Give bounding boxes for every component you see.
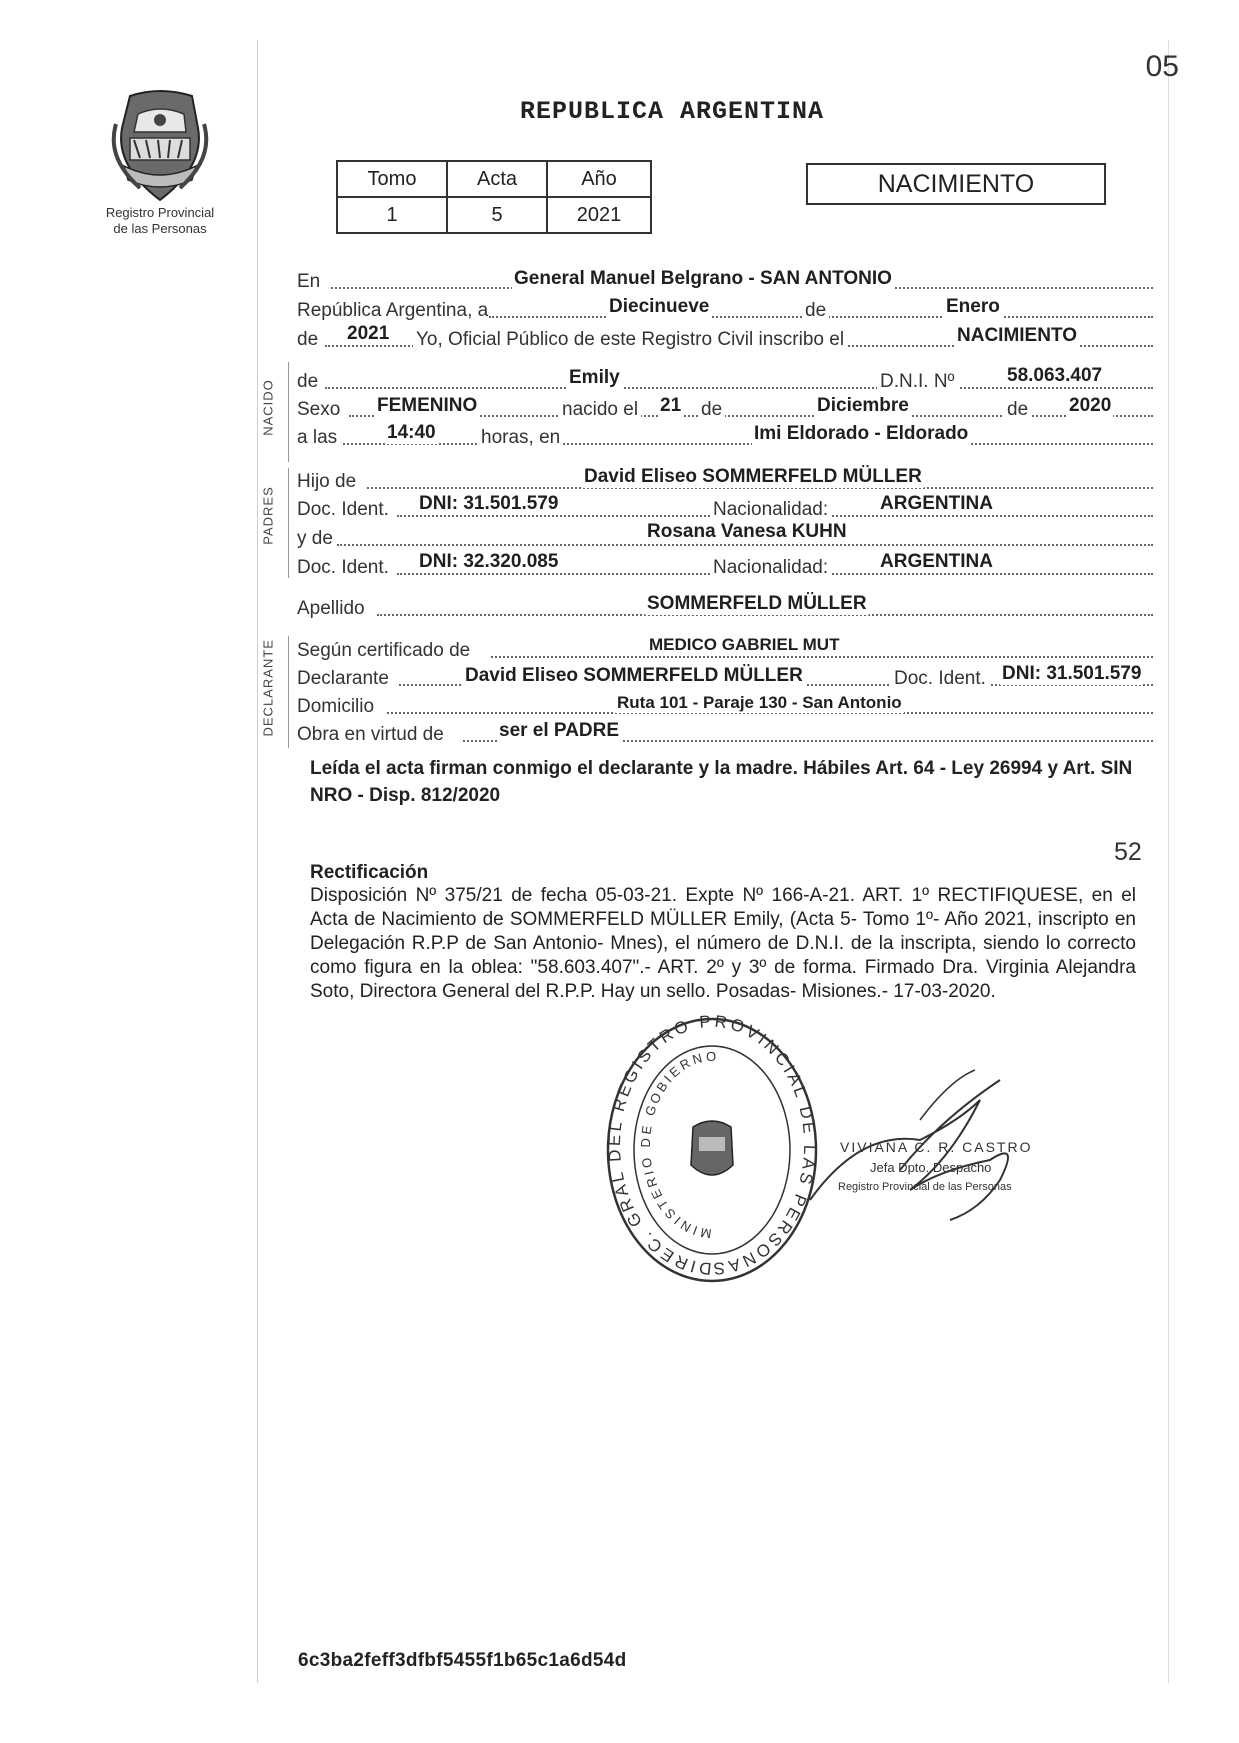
section-label-padres: PADRES	[260, 486, 276, 545]
label-obra: Obra en virtud de	[297, 724, 444, 745]
row-obra	[297, 718, 1153, 748]
label-yde: y de	[297, 528, 333, 549]
section-label-nacido: NACIDO	[260, 379, 276, 436]
logo-caption-line1: Registro Provincial	[105, 205, 215, 220]
label-en: En	[297, 271, 321, 292]
rectificacion-text: Disposición Nº 375/21 de fecha 05-03-21. Expte Nº 166-A-21. ART. 1º RECTIFIQUESE, en el Acta de Nacimiento de SOMMERFELD MÜLLER Emily, (Acta 5- Tomo 1º- Año 2021, inscripto en Delegación R.P.P de San Antonio- Mnes), el número de D.N.I. de la inscripta, siendo lo correcto como figura en la oblea: "58.603.407".- ART. 2º y 3º de forma. Firmado Dra. Virginia Alejandra Soto, Directora General del R.P.P. Hay un sello. Posadas- Misiones.- 17-03-2020.	[310, 885, 1136, 1002]
stamp-line3: Registro Provincial de las Personas	[838, 1181, 1012, 1193]
section-divider-declarante	[288, 636, 289, 748]
value-birth-day: 21	[660, 395, 682, 416]
logo-caption-line2: de las Personas	[113, 221, 207, 236]
value-name: Emily	[569, 367, 620, 388]
label-nacido: nacido el	[559, 399, 641, 421]
label-domicilio: Domicilio	[297, 696, 375, 717]
label-mother-doc: Doc. Ident.	[297, 557, 389, 578]
page-edge-left	[257, 40, 258, 1683]
row-father-doc	[297, 493, 1153, 523]
seal-inner-text: MINISTERIO DE GOBIERNO	[637, 1048, 720, 1242]
section-divider-padres	[288, 468, 289, 578]
label-de-year: de	[297, 329, 319, 350]
label-certificado: Según certificado de	[297, 640, 471, 661]
stamp-line2: Jefa Dpto. Despacho	[870, 1160, 992, 1175]
page-edge-right	[1168, 40, 1169, 1683]
label-yo: Yo, Oficial Público de este Registro Civil inscribo el	[413, 329, 847, 351]
value-birth-place: Imi Eldorado - Eldorado	[754, 423, 969, 444]
stamp-line1: VIVIANA C. R. CASTRO	[840, 1139, 1033, 1155]
annotation-number: 52	[1114, 838, 1142, 866]
value-day: Diecinueve	[609, 296, 710, 317]
value-obra: ser el PADRE	[499, 720, 620, 741]
document-type-box: NACIMIENTO	[806, 163, 1106, 205]
value-declarante-doc: DNI: 31.501.579	[1002, 663, 1142, 684]
label-declarante-doc: Doc. Ident.	[891, 668, 989, 690]
closing-note: Leída el acta firman conmigo el declarante y la madre. Hábiles Art. 64 - Ley 26994 y Art. SIN NRO - Disp. 812/2020	[310, 758, 1133, 806]
value-place: General Manuel Belgrano - SAN ANTONIO	[514, 268, 892, 289]
value-birth-year: 2020	[1069, 395, 1112, 416]
label-horas: horas, en	[478, 427, 563, 449]
registry-table	[336, 160, 652, 234]
document-hash: 6c3ba2feff3dfbf5455f1b65c1a6d54d	[298, 1650, 627, 1671]
row-sex-birth	[297, 393, 1153, 423]
label-mother-nat: Nacionalidad:	[710, 557, 831, 579]
value-tomo: 1	[337, 197, 447, 233]
label-republica: República Argentina, a	[297, 300, 489, 321]
value-father-nat: ARGENTINA	[880, 493, 993, 514]
rectificacion-title: Rectificación	[310, 862, 429, 883]
row-mother-doc	[297, 551, 1153, 581]
page-number: 05	[1145, 50, 1179, 83]
header-tomo: Tomo	[337, 161, 447, 197]
value-declarante: David Eliseo SOMMERFELD MÜLLER	[465, 665, 803, 686]
value-certificado: MEDICO GABRIEL MUT	[649, 635, 840, 654]
value-month: Enero	[946, 296, 1000, 317]
value-father-doc: DNI: 31.501.579	[419, 493, 559, 514]
value-birth-month: Diciembre	[817, 395, 909, 416]
logo-caption	[90, 205, 230, 237]
label-de-birth-year: de	[1004, 399, 1031, 421]
label-father-nat: Nacionalidad:	[710, 499, 831, 521]
section-divider-nacido	[288, 362, 289, 462]
value-father: David Eliseo SOMMERFELD MÜLLER	[584, 466, 922, 487]
row-year	[297, 323, 1153, 353]
value-mother-nat: ARGENTINA	[880, 551, 993, 572]
value-apellido: SOMMERFELD MÜLLER	[647, 593, 867, 614]
header-anio: Año	[547, 161, 651, 197]
row-mother	[297, 522, 1153, 552]
label-alas: a las	[297, 427, 338, 448]
value-mother: Rosana Vanesa KUHN	[647, 521, 847, 542]
label-de-month: de	[802, 300, 829, 322]
row-place	[297, 265, 1153, 295]
row-declarante	[297, 662, 1153, 692]
value-year: 2021	[347, 323, 390, 344]
label-declarante: Declarante	[297, 668, 389, 689]
label-de-name: de	[297, 371, 319, 392]
row-domicilio	[297, 690, 1153, 720]
row-father	[297, 465, 1153, 495]
value-anio: 2021	[547, 197, 651, 233]
row-apellido	[297, 592, 1153, 622]
label-dni: D.N.I. Nº	[877, 371, 958, 393]
signature-stamp	[800, 1060, 1090, 1240]
value-acta: 5	[447, 197, 547, 233]
label-sexo: Sexo	[297, 399, 341, 420]
provincial-logo	[100, 88, 220, 208]
row-date	[297, 294, 1153, 324]
row-certificado	[297, 634, 1153, 664]
document-title: REPUBLICA ARGENTINA	[520, 97, 825, 126]
label-father-doc: Doc. Ident.	[297, 499, 389, 520]
section-label-declarante: DECLARANTE	[260, 639, 276, 737]
value-sexo: FEMENINO	[377, 395, 478, 416]
header-acta: Acta	[447, 161, 547, 197]
value-mother-doc: DNI: 32.320.085	[419, 551, 559, 572]
value-dni: 58.063.407	[1007, 365, 1103, 386]
row-name	[297, 365, 1153, 395]
seal-outer-text: DIREC. GRAL DEL REGISTRO PROVINCIAL DE LAS PERSONAS	[605, 1015, 820, 1279]
label-hijo: Hijo de	[297, 471, 357, 492]
row-time-place	[297, 421, 1153, 451]
value-domicilio: Ruta 101 - Paraje 130 - San Antonio	[617, 693, 902, 712]
label-apellido: Apellido	[297, 598, 365, 619]
value-birth-time: 14:40	[387, 422, 436, 443]
official-seal	[605, 1015, 820, 1285]
value-act-type: NACIMIENTO	[957, 325, 1077, 346]
label-de-birth-month: de	[698, 399, 725, 421]
